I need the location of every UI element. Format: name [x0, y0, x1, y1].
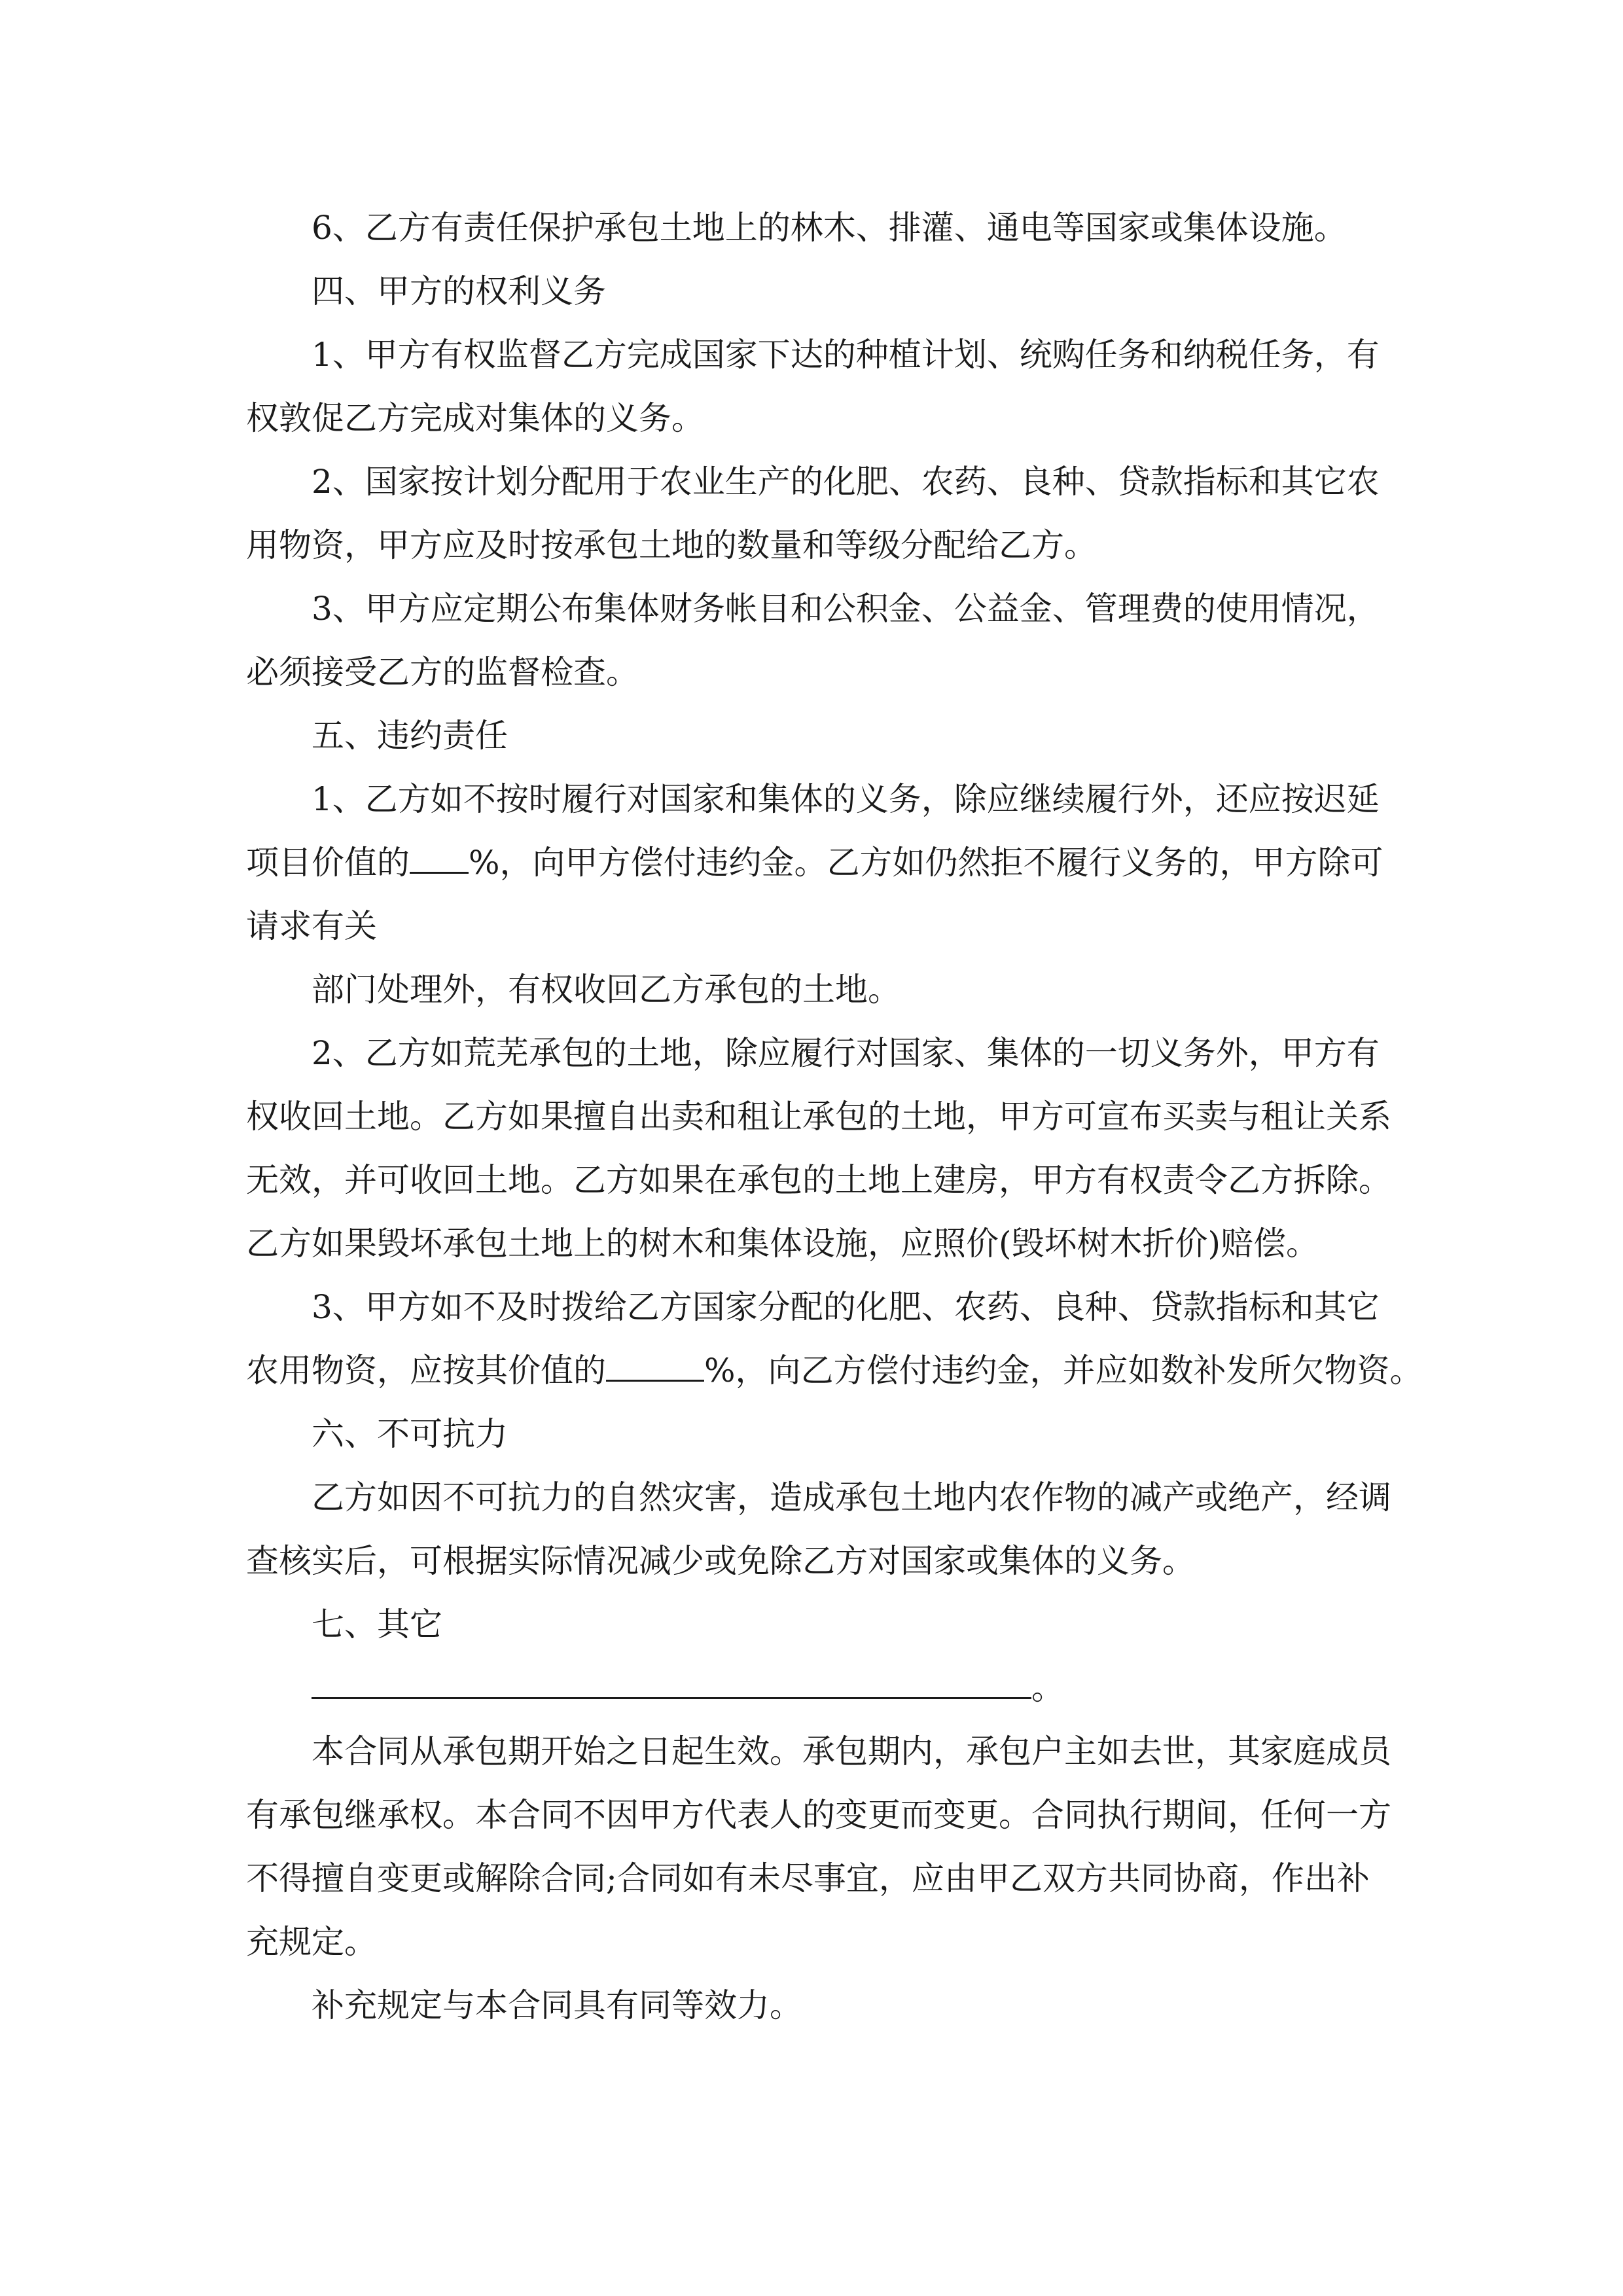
clause-v-3-line-2: [246, 1339, 1423, 1403]
clause-v-1-line-2: [246, 831, 1398, 895]
effective-clause-line-2: 有承包继承权。本合同不因甲方代表人的变更而变更。合同执行期间，任何一方: [246, 1796, 1391, 1834]
section-7-heading: 七、其它: [312, 1605, 442, 1643]
clause-v-1-text-b: %，向甲方偿付违约金。乙方如仍然拒不履行义务的，甲方除可: [469, 844, 1383, 882]
effective-clause: [246, 1720, 1398, 1974]
clause-v-2-line-2: 权收回土地。乙方如果擅自出卖和租让承包的土地，甲方可宣布买卖与租让关系: [246, 1098, 1391, 1136]
clause-v-3-line-1: 3、甲方如不及时拨给乙方国家分配的化肥、农药、良种、贷款指标和其它: [312, 1288, 1380, 1326]
value-percent-blank: [606, 1352, 704, 1382]
clause-vi: [246, 1466, 1398, 1593]
clause-vi-line-1: 乙方如因不可抗力的自然灾害，造成承包土地内农作物的减产或绝产，经调: [312, 1479, 1391, 1516]
clause-iv-1: [246, 323, 1398, 450]
clause-iv-2: [246, 450, 1398, 577]
clause-v-2-line-4: 乙方如果毁坏承包土地上的树木和集体设施，应照价(毁坏树木折价)赔偿。: [246, 1225, 1319, 1263]
clause-v-1-text-a: 项目价值的: [246, 844, 410, 882]
section-6-heading: 六、不可抗力: [312, 1415, 508, 1453]
clause-vi-line-2: 查核实后，可根据实际情况减少或免除乙方对国家或集体的义务。: [246, 1542, 1195, 1580]
clause-v-2: [246, 1022, 1398, 1276]
clause-v-1-line-1: 1、乙方如不按时履行对国家和集体的义务，除应继续履行外，还应按迟延: [312, 780, 1380, 818]
effective-clause-line-4: 充规定。: [246, 1923, 377, 1961]
clause-iv-2-line-1: 2、国家按计划分配用于农业生产的化肥、农药、良种、贷款指标和其它农: [312, 463, 1380, 501]
effective-clause-line-1: 本合同从承包期开始之日起生效。承包期内，承包户主如去世，其家庭成员: [312, 1732, 1391, 1770]
clause-iii-6: 6、乙方有责任保护承包土地上的林木、排灌、通电等国家或集体设施。: [312, 209, 1347, 247]
clause-v-1-line-3: 请求有关: [246, 907, 377, 945]
clause-iv-1-line-2: 权敦促乙方完成对集体的义务。: [246, 399, 704, 437]
contract-body: [246, 196, 1423, 2037]
clause-v-1: [246, 768, 1398, 958]
effective-clause-line-3: 不得擅自变更或解除合同;合同如有未尽事宜，应由甲乙双方共同协商，作出补: [246, 1859, 1370, 1897]
clause-v-3-text-a: 农用物资，应按其价值的: [246, 1352, 606, 1390]
section-5-heading: 五、违约责任: [312, 717, 508, 755]
section-4-heading: 四、甲方的权利义务: [312, 272, 606, 310]
penalty-percent-blank: [410, 844, 469, 874]
clause-iv-2-line-2: 用物资，甲方应及时按承包土地的数量和等级分配给乙方。: [246, 526, 1097, 564]
other-terms-blank: [312, 1670, 1031, 1699]
clause-v-3: [246, 1276, 1423, 1403]
clause-v-1-line-4: 部门处理外，有权收回乙方承包的土地。: [312, 971, 901, 1009]
clause-v-2-line-3: 无效，并可收回土地。乙方如果在承包的土地上建房，甲方有权责令乙方拆除。: [246, 1161, 1391, 1199]
clause-vii-period: 。: [1031, 1669, 1064, 1707]
clause-iv-3: [246, 577, 1398, 704]
clause-v-2-line-1: 2、乙方如荒芜承包的土地，除应履行对国家、集体的一切义务外，甲方有: [312, 1034, 1380, 1072]
clause-v-3-text-b: %，向乙方偿付违约金，并应如数补发所欠物资。: [704, 1352, 1423, 1390]
clause-iv-1-line-1: 1、甲方有权监督乙方完成国家下达的种植计划、统购任务和纳税任务，有: [312, 336, 1380, 374]
supplement-clause: 补充规定与本合同具有同等效力。: [312, 1986, 802, 2024]
clause-iv-3-line-1: 3、甲方应定期公布集体财务帐目和公积金、公益金、管理费的使用情况，: [312, 590, 1380, 628]
clause-iv-3-line-2: 必须接受乙方的监督检查。: [246, 653, 639, 691]
clause-vii-fill-line: [246, 1657, 1398, 1720]
